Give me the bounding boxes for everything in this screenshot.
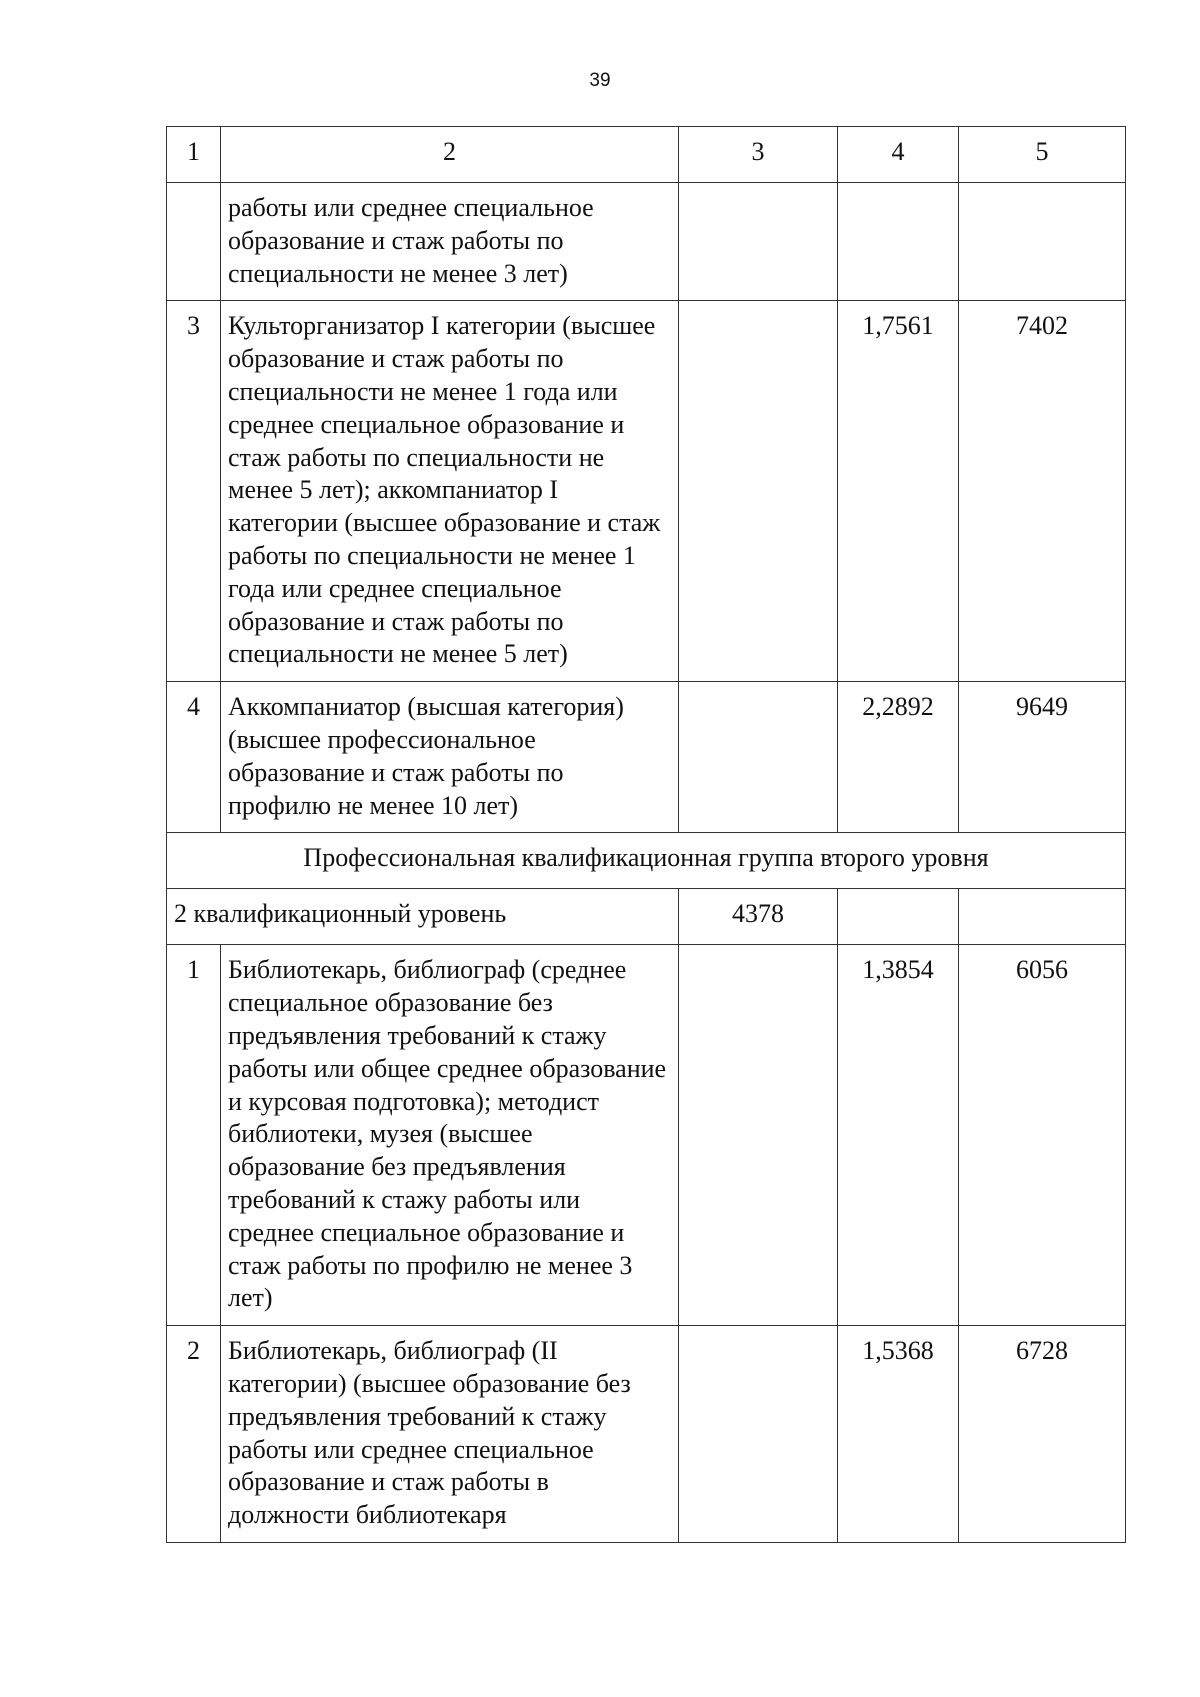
salary-total-cell: 6728 [959,1326,1126,1543]
base-salary-cell [679,301,838,682]
base-salary-cell [679,1326,838,1543]
base-salary-cell: 4378 [679,889,838,945]
table-row [167,682,1126,833]
coefficient-cell [838,183,959,301]
row-number-cell: 3 [167,301,221,682]
column-header: 2 [221,127,679,183]
salary-total-cell: 6056 [959,945,1126,1326]
coefficient-cell [838,889,959,945]
coefficient-cell: 2,2892 [838,682,959,833]
position-description-cell: работы или среднее специальное образование и стаж работы по специальности не менее 3 лет) [221,183,679,301]
table-row [167,301,1126,682]
table-row [167,1326,1126,1543]
table-header-row [167,127,1126,183]
salary-total-cell [959,183,1126,301]
row-number-cell: 1 [167,945,221,1326]
base-salary-cell [679,945,838,1326]
row-number-cell [167,183,221,301]
column-header: 5 [959,127,1126,183]
base-salary-cell [679,682,838,833]
column-header: 1 [167,127,221,183]
table-row [167,945,1126,1326]
qualification-group-title: Профессиональная квалификационная группа второго уровня [167,833,1126,889]
page-number: 39 [589,70,611,91]
position-description-cell: Аккомпаниатор (высшая категория) (высшее профессиональное образование и стаж работы по профилю не менее 10 лет) [221,682,679,833]
column-header: 3 [679,127,838,183]
row-number-cell: 4 [167,682,221,833]
row-number-cell: 2 [167,1326,221,1543]
qualification-level-label: 2 квалификационный уровень [167,889,679,945]
position-description-cell: Библиотекарь, библиограф (среднее специальное образование без предъявления требований к стажу работы или общее среднее образование и курсовая подготовка); методист библиотеки, музея (высшее образование без предъявления требований к стажу работы или среднее специальное образование и стаж работы по профилю не менее 3 лет) [221,945,679,1326]
group-title-row [167,833,1126,889]
salary-total-cell [959,889,1126,945]
position-description-cell: Библиотекарь, библиограф (II категории) (высшее образование без предъявления требований к стажу работы или среднее специальное образование и стаж работы в должности библиотекаря [221,1326,679,1543]
qualification-level-row [167,889,1126,945]
coefficient-cell: 1,5368 [838,1326,959,1543]
column-header: 4 [838,127,959,183]
salary-table [166,126,1126,1543]
position-description-cell: Культорганизатор I категории (высшее образование и стаж работы по специальности не менее 1 года или среднее специальное образование и стаж работы по специальности не менее 5 лет); аккомпаниатор I категории (высшее образование и стаж работы по специальности не менее 1 года или среднее специальное образование и стаж работы по специальности не менее 5 лет) [221,301,679,682]
base-salary-cell [679,183,838,301]
salary-total-cell: 9649 [959,682,1126,833]
coefficient-cell: 1,3854 [838,945,959,1326]
table-row [167,183,1126,301]
salary-total-cell: 7402 [959,301,1126,682]
coefficient-cell: 1,7561 [838,301,959,682]
